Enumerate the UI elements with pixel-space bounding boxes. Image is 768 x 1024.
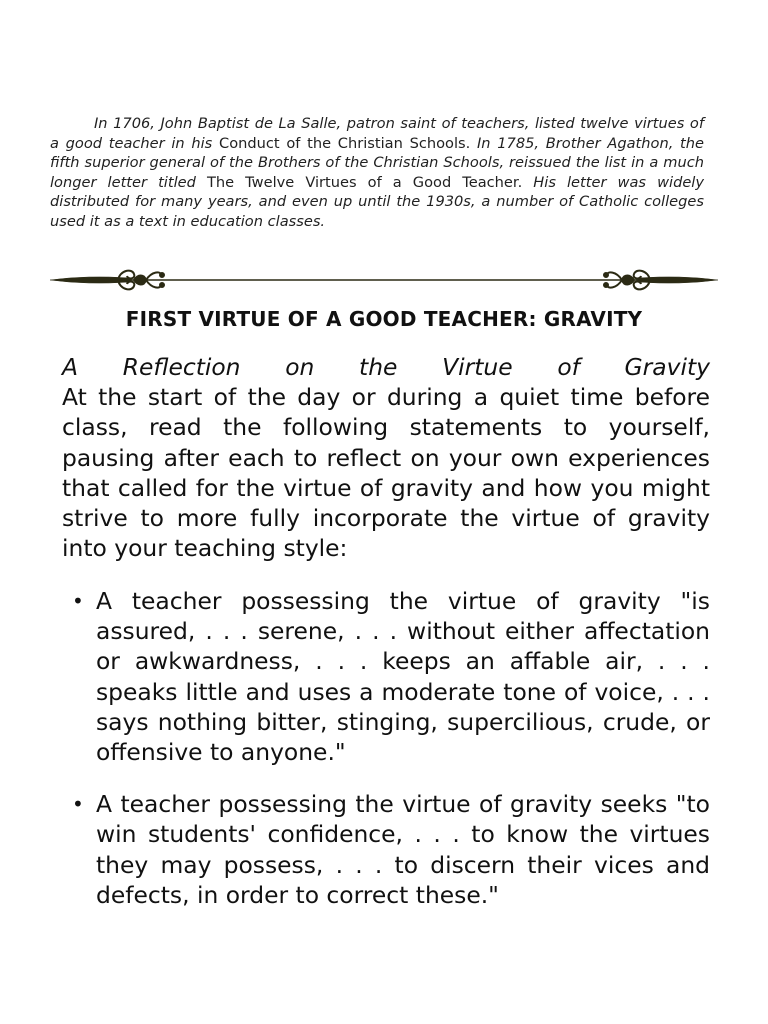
bullet-icon: • bbox=[72, 589, 84, 613]
list-item-text: A teacher possessing the virtue of gravity seeks "to win students' confidence, . . . to know the virtues they may possess, . . . to discern their vices and defects, in order to correct these." bbox=[96, 790, 710, 909]
list-item-text: A teacher possessing the virtue of gravity "is assured, . . . serene, . . . without either affectation or awkwardness, . . . keeps an affable air, . . . speaks little and uses a moderate tone of voice, . . . says nothing bitter, stinging, supercilious, crude, or offensive to anyone." bbox=[96, 587, 710, 767]
virtue-statements-list bbox=[62, 586, 710, 932]
intro-sentence-1: In 1706, John Baptist de La Salle, patron saint of teachers, listed twelve virtues of a good teacher in his bbox=[50, 115, 704, 152]
page-title: FIRST VIRTUE OF A GOOD TEACHER: GRAVITY bbox=[125, 307, 643, 331]
bullet-icon: • bbox=[72, 792, 84, 817]
intro-paragraph bbox=[50, 114, 704, 232]
reflection-block bbox=[62, 352, 710, 563]
reflection-text: At the start of the day or during a quiet time before class, read the following statements to yourself, pausing after each to reflect on your own experiences that called for the virtue of gravity and how you might strive to more fully incorporate the virtue of gravity into your teaching style: bbox=[62, 383, 710, 563]
reflection-title: A Reflection on the Virtue of Gravity bbox=[62, 353, 710, 381]
list-item bbox=[62, 586, 710, 767]
ornamental-divider bbox=[48, 264, 720, 296]
intro-sentence-2: In 1785, Brother Agathon, the fifth superior general of the Brothers of the Christian Schools, reissued the list in a much longer letter titled bbox=[50, 134, 705, 191]
intro-sentence-3: His letter was widely distributed for many years, and even up until the 1930s, a number of Catholic colleges used it as a text in education classes. bbox=[50, 173, 704, 230]
intro-book-title-2: The Twelve Virtues of a Good Teacher. bbox=[206, 173, 523, 191]
list-item bbox=[62, 789, 710, 910]
intro-book-title-1: Conduct of the Christian Schools. bbox=[219, 134, 471, 152]
